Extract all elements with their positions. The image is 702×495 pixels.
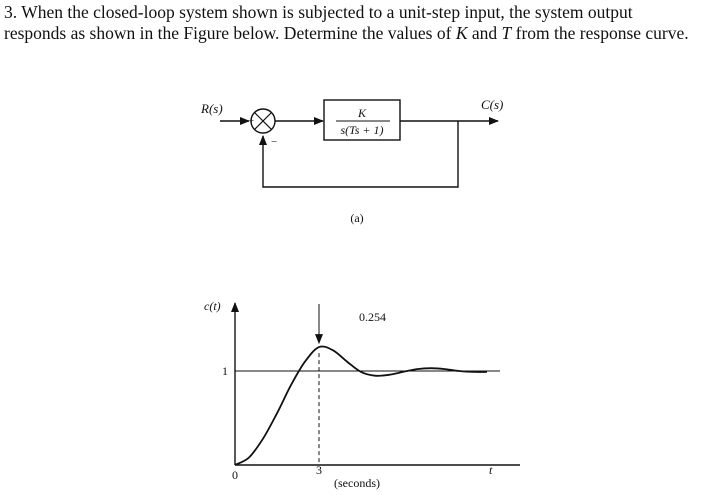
input-label: R(s) [201,101,223,116]
block-diagram [200,97,503,225]
problem-text-part-3: from the response curve. [511,23,689,43]
step-response-chart [204,299,520,490]
x-tick-label: 3 [316,463,322,477]
y-tick-label: 1 [222,364,228,378]
figure-caption: (a) [350,211,364,225]
variable-t: T [501,23,512,43]
problem-number: 3. [4,2,18,22]
transfer-function-numerator: K [357,106,367,120]
minus-sign: − [271,136,278,148]
x-axis-end-label: t [489,463,493,477]
problem-text-part-2: and [467,23,502,43]
output-label: C(s) [481,97,504,112]
overshoot-annotation: 0.254 [359,310,386,324]
problem-text-part-1: When the closed-loop system shown is subjected to a unit-step input, the system output responds as shown in the Figure below. Determine the values of [4,2,633,43]
summing-junction [251,109,275,133]
transfer-function-denominator: s(Ts + 1) [340,123,384,137]
variable-k: K [455,23,468,43]
response-curve [235,346,487,465]
x-axis-label: (seconds) [334,476,380,490]
y-axis-label: c(t) [204,299,221,313]
origin-label: 0 [232,468,238,482]
plus-sign: + [249,116,255,126]
